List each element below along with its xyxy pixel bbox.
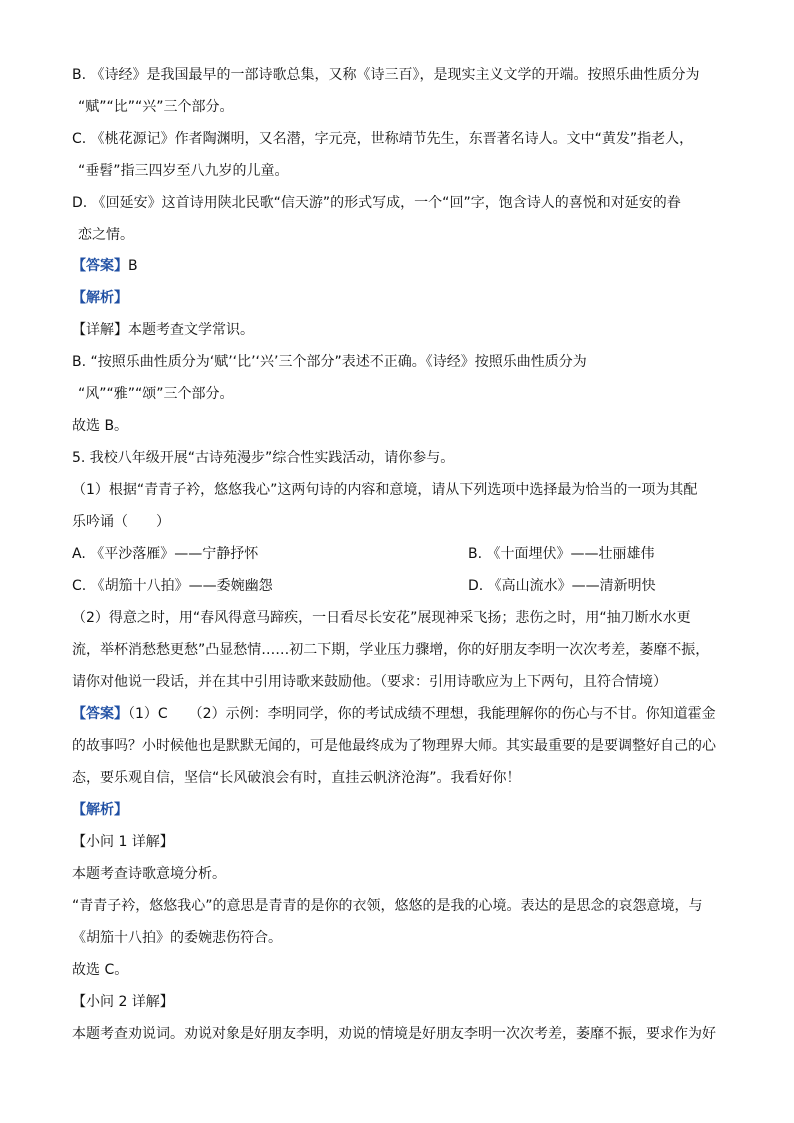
analysis-tag-2: 【解析】	[72, 802, 128, 818]
explanation-line2: “风”“雅”“颂”三个部分。	[78, 386, 234, 402]
question-5-2-line3: 请你对他说一段话，并在其中引用诗歌来鼓励他。（要求：引用诗歌应为上下两句，且符合情境）	[72, 674, 667, 690]
detail-line: 【详解】本题考查文学常识。	[72, 322, 254, 338]
subquestion-1-line1: 本题考查诗歌意境分析。	[72, 866, 226, 882]
analysis-line-2	[72, 800, 732, 820]
answer-tag-2: 【答案】	[72, 706, 128, 722]
analysis-tag: 【解析】	[72, 290, 128, 306]
explanation-line1: B. “按照乐曲性质分为‘赋’‘比’‘兴’三个部分”表述不正确。《诗经》按照乐曲性质分为	[72, 354, 587, 370]
option-b-line2: “赋”“比”“兴”三个部分。	[78, 99, 234, 115]
option-d-line1: D. 《回延安》这首诗用陕北民歌“信天游”的形式写成，一个“回”字，饱含诗人的喜悦和对延安的眷	[72, 195, 681, 211]
option-d-line2: 恋之情。	[78, 227, 134, 243]
choice-line: 故选 B。	[72, 418, 129, 434]
option-d: D. 《高山流水》——清新明快	[468, 578, 656, 594]
option-c-line2: “垂髫”指三四岁至八九岁的儿童。	[78, 163, 289, 179]
question-5-title: 5. 我校八年级开展“古诗苑漫步”综合性实践活动，请你参与。	[72, 450, 455, 466]
answer-line-1	[72, 256, 732, 276]
subquestion-1-line2: “青青子衿，悠悠我心”的意思是青青的是你的衣领，悠悠的是我的心境。表达的是思念的哀怨意境，与	[72, 898, 703, 914]
options-row-1	[72, 544, 732, 564]
analysis-line-1	[72, 288, 732, 308]
question-5-2-line2: 流，举杯消愁愁更愁”凸显愁情……初二下期，学业压力骤增，你的好朋友李明一次次考差，萎靡不振，	[72, 642, 710, 658]
option-b: B. 《十面埋伏》——壮丽雄伟	[468, 546, 655, 562]
answer-line-2	[72, 704, 732, 724]
answer-tag: 【答案】	[72, 258, 128, 274]
answer-text-2: （1）C （2）示例：李明同学，你的考试成绩不理想，我能理解你的伤心与不甘。你知道霍金	[128, 706, 716, 722]
option-b-line1: B. 《诗经》是我国最早的一部诗歌总集，又称《诗三百》，是现实主义文学的开端。按照乐曲性质分为	[72, 67, 700, 83]
subquestion-1-choice: 故选 C。	[72, 962, 129, 978]
answer-text-line3: 态，要乐观自信，坚信“长风破浪会有时，直挂云帆济沧海”。我看好你！	[72, 770, 521, 786]
subquestion-1-title: 【小问 1 详解】	[72, 834, 174, 850]
subquestion-2-title: 【小问 2 详解】	[72, 994, 174, 1010]
answer-value: B	[128, 258, 138, 274]
options-row-2	[72, 576, 732, 596]
option-c: C. 《胡笳十八拍》——委婉幽怨	[72, 578, 273, 594]
answer-text-line2: 的故事吗？小时候他也是默默无闻的，可是他最终成为了物理界大师。其实最重要的是要调整好自己的心	[72, 738, 716, 754]
option-a: A. 《平沙落雁》——宁静抒怀	[72, 546, 259, 562]
subquestion-1-line3: 《胡笳十八拍》的委婉悲伤符合。	[72, 930, 282, 946]
subquestion-2-line1: 本题考查劝说词。劝说对象是好朋友李明，劝说的情境是好朋友李明一次次考差，萎靡不振，要求作为好	[72, 1026, 716, 1042]
question-5-2-line1: （2）得意之时，用“春风得意马蹄疾，一日看尽长安花”展现神采飞扬；悲伤之时，用“抽刀断水水更	[72, 610, 691, 626]
question-5-1-line1: （1）根据“青青子衿，悠悠我心”这两句诗的内容和意境，请从下列选项中选择最为恰当的一项为其配	[72, 482, 698, 498]
option-c-line1: C. 《桃花源记》作者陶渊明，又名潜，字元亮，世称靖节先生，东晋著名诗人。文中“黄发”指老人，	[72, 131, 694, 147]
question-5-1-line2: 乐吟诵（ ）	[72, 514, 170, 530]
